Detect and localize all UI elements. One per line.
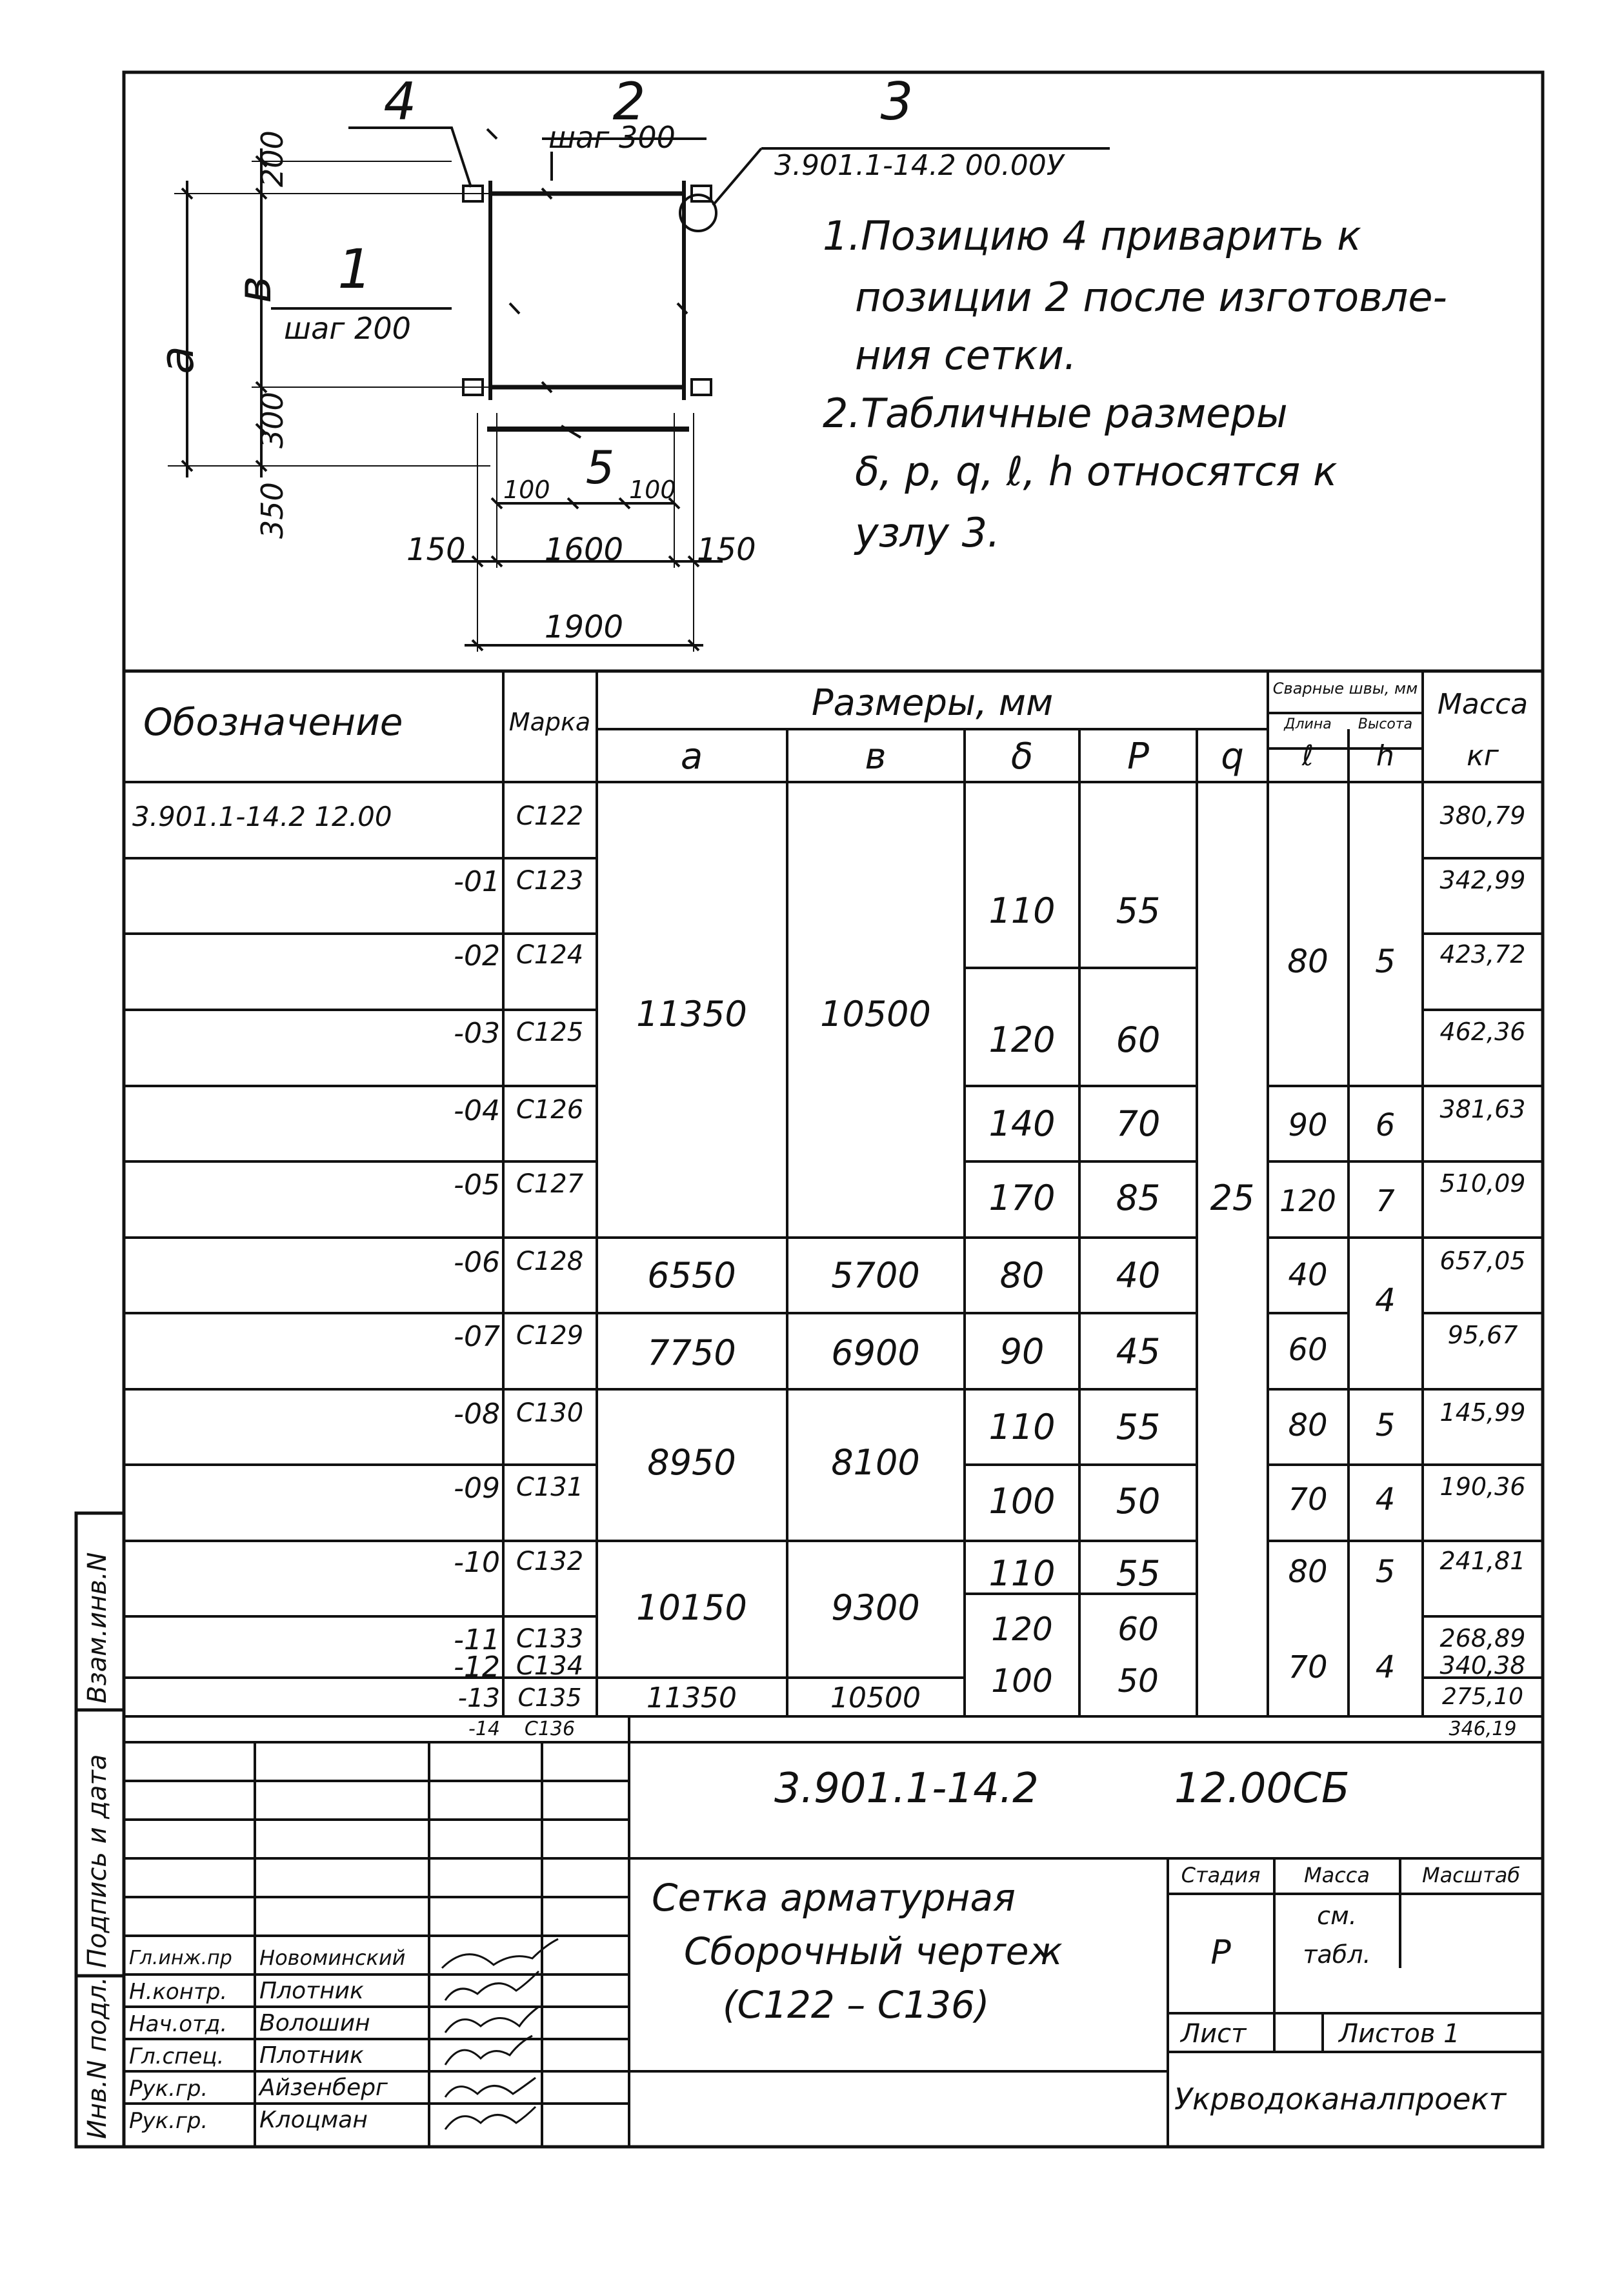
cell-delta: 120 — [988, 1020, 1056, 1060]
header-p: P — [1127, 736, 1149, 778]
cell-l: 80 — [1288, 1407, 1328, 1443]
cell-b: 8100 — [831, 1442, 920, 1483]
cell-l: 60 — [1288, 1332, 1328, 1368]
staff-role: Рук.гр. — [129, 2076, 208, 2102]
cell-h: 4 — [1375, 1281, 1396, 1319]
header-length: Длина — [1284, 716, 1332, 732]
row-mass: 462,36 — [1439, 1018, 1526, 1046]
header-delta: δ — [1010, 736, 1034, 778]
row-designation: -04 — [454, 1094, 500, 1127]
cell-p: 55 — [1116, 1553, 1161, 1594]
cell-b: 9300 — [831, 1587, 920, 1628]
staff-role: Н.контр. — [129, 1979, 228, 2005]
row-designation: -11 — [454, 1623, 500, 1656]
dim-1900: 1900 — [544, 609, 624, 645]
cell-h: 5 — [1375, 1407, 1396, 1443]
row-designation: -03 — [454, 1017, 500, 1050]
row-mark: С122 — [516, 801, 584, 831]
header-dimensions: Размеры, мм — [811, 682, 1054, 724]
sheet-code: 12.00СБ — [1174, 1765, 1350, 1813]
row-mark: С130 — [516, 1398, 584, 1428]
dim-100-left: 100 — [503, 476, 550, 504]
dim-300-vertical: 300 — [255, 392, 290, 448]
row-mass: 381,63 — [1439, 1095, 1526, 1123]
row-mark: С134 — [516, 1651, 584, 1681]
row-mark: С133 — [516, 1624, 584, 1654]
row-designation: -07 — [454, 1320, 500, 1353]
staff-name: Новоминский — [259, 1945, 406, 1970]
row-mark: С136 — [524, 1718, 576, 1740]
row-mass: 510,09 — [1439, 1169, 1526, 1198]
header-q: q — [1221, 736, 1244, 778]
cell-a: 11350 — [647, 1682, 737, 1714]
dim-b-vertical: в — [227, 276, 281, 303]
row-mass: 340,38 — [1439, 1651, 1526, 1680]
row-mark: С135 — [517, 1683, 582, 1712]
staff-role: Гл.инж.пр — [129, 1947, 232, 1969]
header-mass-unit: кг — [1467, 739, 1499, 772]
note-line: 2.Табличные размеры — [823, 390, 1288, 437]
note-line: ния сетки. — [855, 332, 1077, 379]
row-mark: С129 — [516, 1321, 584, 1351]
row-mass: 95,67 — [1447, 1321, 1518, 1349]
row-designation: -08 — [454, 1398, 500, 1431]
cell-p: 45 — [1116, 1331, 1161, 1372]
header-b: в — [865, 736, 887, 778]
row-designation: -06 — [454, 1246, 500, 1279]
cell-p: 55 — [1116, 1407, 1161, 1447]
row-mass: 346,19 — [1449, 1718, 1517, 1740]
cell-delta: 110 — [988, 890, 1056, 931]
header-welds: Сварные швы, мм — [1272, 679, 1418, 698]
dim-200-vertical: 200 — [255, 130, 290, 187]
cell-delta: 100 — [988, 1481, 1056, 1522]
cell-l: 70 — [1288, 1482, 1328, 1518]
dim-150-right: 150 — [697, 532, 756, 568]
pitch-200-label: шаг 200 — [284, 311, 411, 346]
cell-a: 8950 — [647, 1442, 736, 1483]
cell-l: 40 — [1288, 1257, 1328, 1293]
mass-value-2: табл. — [1303, 1940, 1371, 1969]
dim-1600: 1600 — [544, 532, 624, 568]
sheet-frame — [124, 72, 1543, 2147]
cell-delta: 80 — [999, 1255, 1045, 1296]
cell-delta: 120 — [991, 1611, 1053, 1648]
cell-delta: 110 — [988, 1553, 1056, 1594]
header-designation: Обозначение — [143, 700, 403, 744]
row-designation: -14 — [468, 1718, 500, 1740]
cell-h: 5 — [1375, 1554, 1396, 1590]
row-mass: 275,10 — [1442, 1683, 1523, 1710]
header-h: h — [1376, 739, 1394, 772]
cell-p: 70 — [1116, 1103, 1161, 1144]
sidebar-inv-sub: Инв.N подл. — [83, 1976, 112, 2139]
row-mass: 380,79 — [1439, 801, 1526, 830]
mass-label: Масса — [1303, 1863, 1370, 1887]
mass-value-1: см. — [1317, 1902, 1357, 1930]
sidebar-replace-inv: Взам.инв.N — [83, 1552, 112, 1703]
dim-100-right: 100 — [629, 476, 676, 504]
row-mark: С124 — [516, 940, 584, 970]
row-mark: С125 — [516, 1018, 584, 1047]
sheet-label: Лист — [1181, 2019, 1247, 2049]
row-mass: 423,72 — [1439, 940, 1526, 969]
cell-a: 7750 — [647, 1332, 736, 1373]
cell-a: 11350 — [636, 994, 747, 1034]
sheets-label: Листов 1 — [1339, 2019, 1460, 2049]
position-3-label: 3 — [880, 72, 914, 132]
row-mass: 268,89 — [1439, 1624, 1526, 1653]
dim-150-left: 150 — [406, 532, 466, 568]
row-designation: 3.901.1-14.2 12.00 — [132, 801, 392, 832]
title-line-2: Сборочный чертеж — [684, 1929, 1063, 1973]
row-mass: 342,99 — [1439, 866, 1526, 894]
cell-p: 50 — [1118, 1662, 1159, 1700]
cell-b: 10500 — [830, 1682, 921, 1714]
header-l: ℓ — [1301, 739, 1314, 772]
scale-label: Масштаб — [1421, 1863, 1521, 1887]
cell-b: 10500 — [820, 994, 931, 1034]
row-designation: -13 — [457, 1683, 500, 1713]
header-mass: Масса — [1437, 688, 1529, 721]
position-1-label: 1 — [337, 237, 372, 301]
document-code: 3.901.1-14.2 — [774, 1765, 1039, 1813]
header-mark: Марка — [508, 708, 591, 736]
row-mark: С123 — [516, 866, 584, 896]
dim-350-vertical: 350 — [255, 482, 290, 539]
cell-b: 5700 — [831, 1255, 920, 1296]
staff-name: Волошин — [259, 2010, 370, 2036]
cell-p: 40 — [1116, 1255, 1161, 1296]
position-4-label: 4 — [383, 72, 417, 132]
cell-l: 80 — [1288, 1554, 1328, 1590]
title-line-3: (С122 – С136) — [723, 1983, 990, 2027]
row-mark: С132 — [516, 1547, 584, 1576]
cell-h: 6 — [1375, 1107, 1396, 1143]
row-designation: -01 — [454, 865, 500, 898]
cell-l: 80 — [1287, 943, 1328, 980]
row-designation: -05 — [454, 1169, 500, 1201]
position-2-label: 2 — [612, 72, 646, 132]
note-line: 1.Позицию 4 приварить к — [823, 212, 1361, 259]
note-line: δ, p, q, ℓ, h относятся к — [855, 448, 1338, 495]
note-line: позиции 2 после изготовле- — [855, 274, 1447, 321]
row-mass: 241,81 — [1439, 1547, 1526, 1575]
title-line-1: Сетка арматурная — [652, 1876, 1016, 1920]
staff-name: Айзенберг — [259, 2075, 388, 2101]
cell-h: 5 — [1375, 943, 1396, 980]
row-designation: -12 — [454, 1651, 500, 1683]
staff-role: Гл.спец. — [129, 2044, 225, 2069]
cell-a: 10150 — [636, 1587, 747, 1628]
reference-3-label: 3.901.1-14.2 00.00У — [774, 149, 1064, 182]
sidebar-sign-date: Подпись и дата — [83, 1754, 112, 1968]
cell-h: 7 — [1376, 1183, 1395, 1218]
staff-role: Рук.гр. — [129, 2108, 208, 2134]
row-mark: С127 — [516, 1169, 584, 1199]
row-mass: 190,36 — [1439, 1472, 1526, 1501]
header-a: a — [680, 736, 703, 778]
staff-name: Плотник — [259, 2042, 364, 2069]
cell-p: 85 — [1116, 1178, 1161, 1218]
organization: Укрводоканалпроект — [1174, 2082, 1507, 2116]
cell-l: 70 — [1288, 1649, 1328, 1685]
cell-h: 4 — [1375, 1482, 1396, 1518]
cell-delta: 100 — [991, 1662, 1053, 1700]
pitch-300-label: шаг 300 — [548, 120, 676, 155]
row-designation: -09 — [454, 1472, 500, 1505]
cell-h: 4 — [1375, 1649, 1396, 1685]
cell-q: 25 — [1210, 1178, 1255, 1218]
note-line: узлу 3. — [855, 509, 1000, 556]
cell-l: 90 — [1288, 1107, 1328, 1143]
cell-delta: 140 — [988, 1103, 1056, 1144]
cell-delta: 170 — [988, 1178, 1056, 1218]
cell-a: 6550 — [647, 1255, 736, 1296]
header-height: Высота — [1358, 716, 1413, 732]
cell-l: 120 — [1279, 1183, 1336, 1218]
row-mark: С126 — [516, 1095, 584, 1125]
cell-delta: 90 — [999, 1331, 1045, 1372]
staff-role: Нач.отд. — [129, 2011, 228, 2037]
row-mass: 657,05 — [1439, 1247, 1526, 1275]
row-mass: 145,99 — [1439, 1398, 1526, 1427]
stage-value: Р — [1210, 1933, 1231, 1972]
cell-b: 6900 — [831, 1332, 920, 1373]
cell-p: 60 — [1116, 1020, 1161, 1060]
row-designation: -02 — [454, 940, 500, 972]
cell-p: 55 — [1116, 890, 1161, 931]
row-designation: -10 — [454, 1546, 500, 1579]
cell-p: 60 — [1118, 1611, 1159, 1648]
cell-p: 50 — [1116, 1481, 1161, 1522]
staff-name: Плотник — [259, 1978, 364, 2004]
cell-delta: 110 — [988, 1407, 1056, 1447]
position-5-label: 5 — [585, 441, 615, 494]
row-mark: С128 — [516, 1247, 584, 1276]
row-mark: С131 — [516, 1472, 584, 1502]
dim-a-vertical: a — [150, 345, 204, 374]
staff-name: Клоцман — [259, 2107, 368, 2133]
stage-label: Стадия — [1181, 1863, 1261, 1887]
